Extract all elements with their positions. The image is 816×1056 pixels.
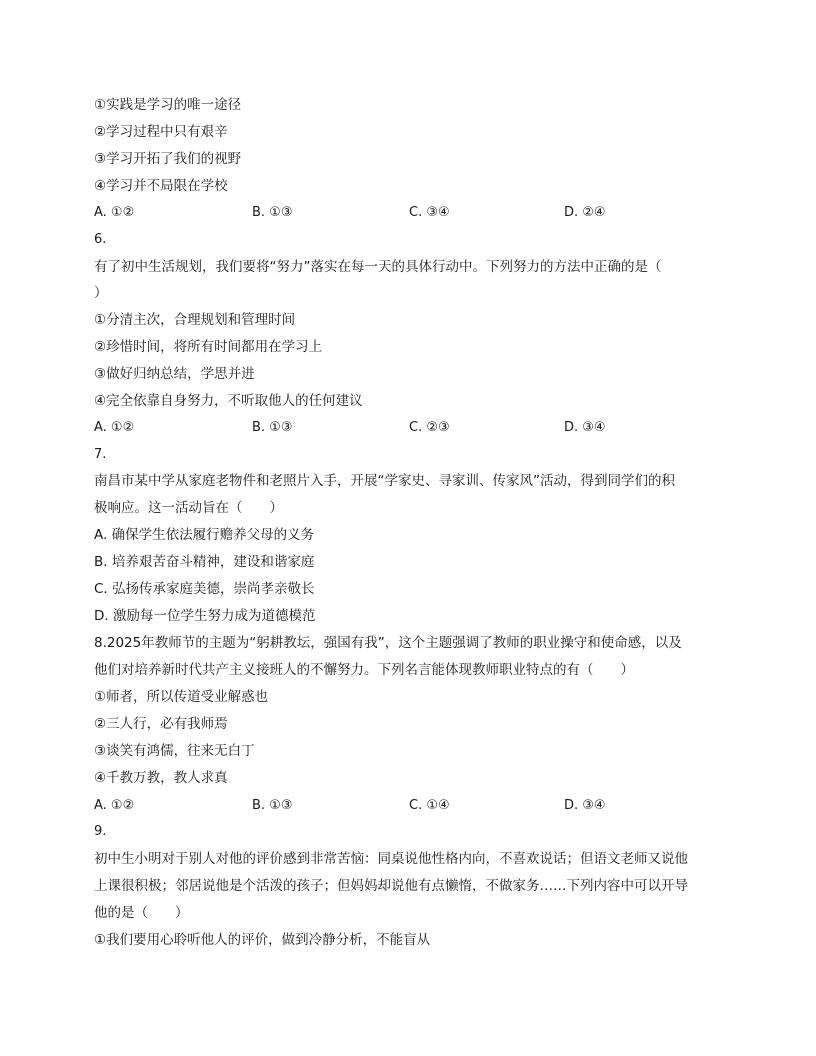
q7-number: 7. [94,447,107,462]
q6-option-c[interactable]: C. ②③ [409,420,450,435]
q5-options [94,203,724,223]
q6-stem-line-2: ） [94,285,108,301]
q7-stem-line-2: 极响应。这一活动旨在（ ） [94,500,283,516]
q6-options [94,418,724,438]
q6-number: 6. [94,232,107,247]
q8-statement-3: ③谈笑有鸿儒，往来无白丁 [94,743,255,759]
q8-option-b[interactable]: B. ①③ [252,798,293,813]
q5-option-b[interactable]: B. ①③ [252,205,293,220]
q9-stem-line-2: 上课很积极；邻居说他是个活泼的孩子；但妈妈却说他有点懒惰，不做家务……下列内容中可以开导 [94,878,688,894]
q5-statement-2: ②学习过程中只有艰辛 [94,124,228,140]
q8-option-a[interactable]: A. ①② [94,798,135,813]
q8-statement-2: ②三人行，必有我师焉 [94,716,228,732]
q7-choice-d[interactable]: D. 激励每一位学生努力成为道德模范 [94,608,316,624]
q6-stem-line-1: 有了初中生活规划，我们要将“努力”落实在每一天的具体行动中。下列努力的方法中正确的是（ [94,259,662,275]
q5-statement-3: ③学习开拓了我们的视野 [94,151,242,167]
q8-options [94,796,724,816]
q9-number: 9. [94,824,107,839]
q7-choice-a[interactable]: A. 确保学生依法履行赡养父母的义务 [94,527,315,543]
q8-option-c[interactable]: C. ①④ [409,798,450,813]
q7-stem-line-1: 南昌市某中学从家庭老物件和老照片入手，开展“学家史、寻家训、传家风”活动，得到同学们的积 [94,473,675,489]
q9-statement-1: ①我们要用心聆听他人的评价，做到冷静分析，不能盲从 [94,932,431,948]
q6-statement-3: ③做好归纳总结，学思并进 [94,366,255,382]
q8-statement-4: ④千教万教，教人求真 [94,770,228,786]
q8-stem-line-1: 8.2025年教师节的主题为“躬耕教坛，强国有我”，这个主题强调了教师的职业操守和使命感，以及 [94,635,682,651]
q8-statement-1: ①师者，所以传道受业解惑也 [94,689,269,705]
q9-stem-line-3: 他的是（ ） [94,905,189,921]
q5-statement-4: ④学习并不局限在学校 [94,178,228,194]
q7-choice-b[interactable]: B. 培养艰苦奋斗精神，建设和谐家庭 [94,554,315,570]
q6-statement-4: ④完全依靠自身努力，不听取他人的任何建议 [94,393,363,409]
q5-statement-1: ①实践是学习的唯一途径 [94,97,242,113]
q6-option-d[interactable]: D. ③④ [564,420,606,435]
q5-option-a[interactable]: A. ①② [94,205,135,220]
q7-choice-c[interactable]: C. 弘扬传承家庭美德，崇尚孝亲敬长 [94,581,315,597]
q6-statement-2: ②珍惜时间，将所有时间都用在学习上 [94,339,323,355]
q6-statement-1: ①分清主次，合理规划和管理时间 [94,312,296,328]
q5-option-d[interactable]: D. ②④ [564,205,606,220]
q8-stem-line-2: 他们对培养新时代共产主义接班人的不懈努力。下列名言能体现教师职业特点的有（ ） [94,662,634,678]
q9-stem-line-1: 初中生小明对于别人对他的评价感到非常苦恼：同桌说他性格内向，不喜欢说话；但语文老师又说他 [94,851,688,867]
q8-option-d[interactable]: D. ③④ [564,798,606,813]
q5-option-c[interactable]: C. ③④ [409,205,450,220]
q6-option-b[interactable]: B. ①③ [252,420,293,435]
q6-option-a[interactable]: A. ①② [94,420,135,435]
